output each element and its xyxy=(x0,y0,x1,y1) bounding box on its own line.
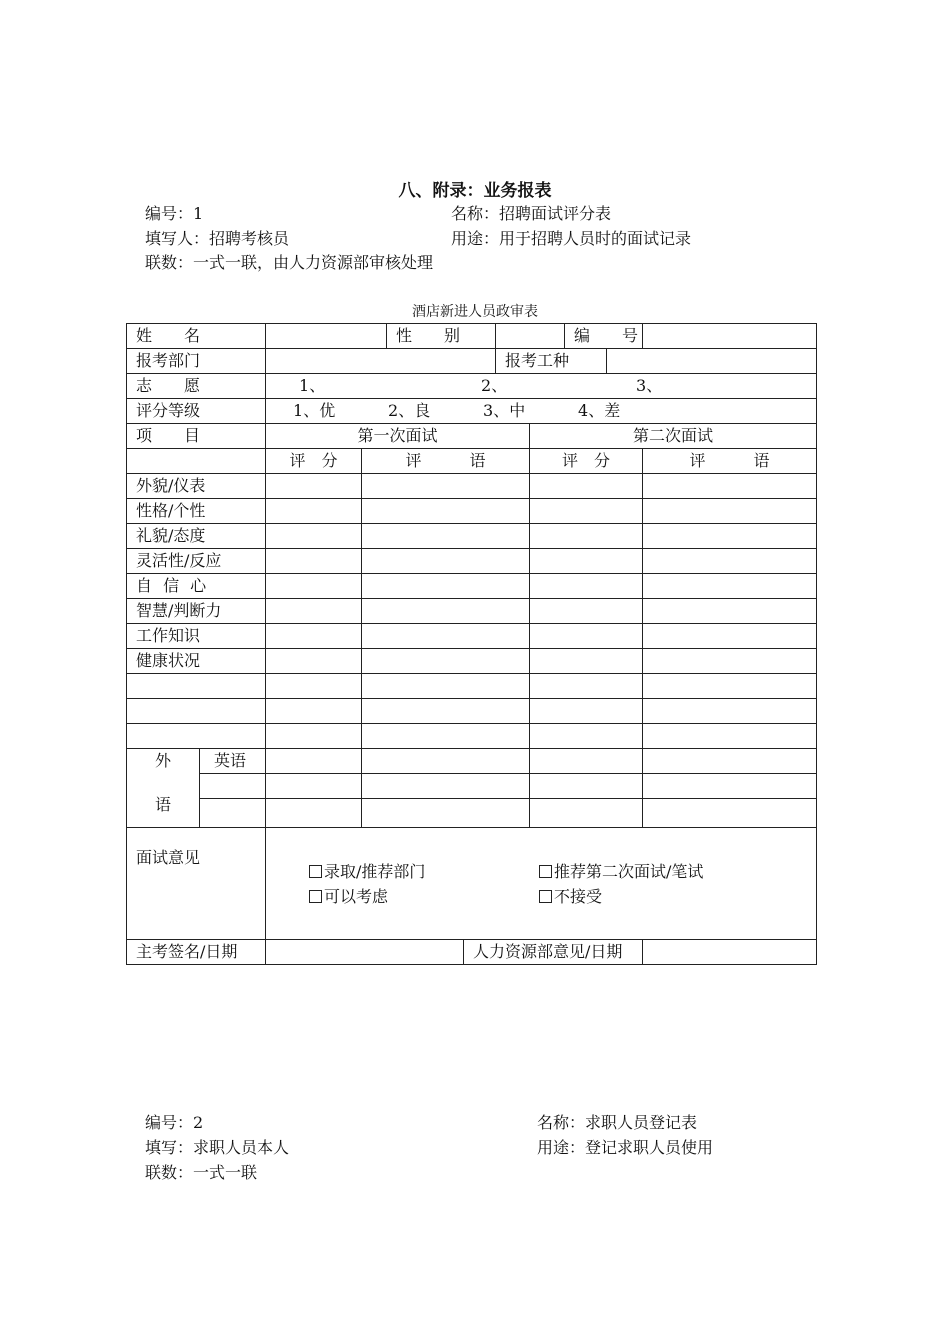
item-label: 自 信 心 xyxy=(127,574,266,599)
option-reject[interactable] xyxy=(539,887,602,906)
option-second-interview[interactable] xyxy=(539,862,703,881)
wish-1: 1、 xyxy=(299,376,326,395)
table-row xyxy=(127,549,817,574)
item-label: 工作知识 xyxy=(127,624,266,649)
option-second-interview-label: 推荐第二次面试/笔试 xyxy=(554,861,704,881)
score-cell[interactable] xyxy=(266,599,362,624)
form2-name: 名称：求职人员登记表 xyxy=(537,1113,698,1132)
comment-cell[interactable] xyxy=(643,749,817,774)
comment-cell[interactable] xyxy=(362,699,530,724)
comment-cell[interactable] xyxy=(643,724,817,749)
review-form-table xyxy=(126,323,817,965)
item-label: 健康状况 xyxy=(127,649,266,674)
examiner-signature-label: 主考签名/日期 xyxy=(127,940,266,965)
round2-header: 第二次面试 xyxy=(530,424,817,449)
comment-cell[interactable] xyxy=(362,674,530,699)
score-cell[interactable] xyxy=(266,499,362,524)
score-cell[interactable] xyxy=(530,649,643,674)
round2-comment-header: 评 语 xyxy=(643,449,817,474)
comment-cell[interactable] xyxy=(362,799,530,828)
comment-cell[interactable] xyxy=(362,649,530,674)
table-row xyxy=(127,774,817,799)
score-cell[interactable] xyxy=(266,474,362,499)
option-admit[interactable] xyxy=(309,859,539,884)
job-label: 报考工种 xyxy=(496,349,607,374)
foreign-language-label xyxy=(127,749,200,828)
option-reject-label: 不接受 xyxy=(554,886,603,906)
option-admit-label: 录取/推荐部门 xyxy=(324,861,426,881)
score-cell[interactable] xyxy=(266,649,362,674)
opinion-label-text: 面试意见 xyxy=(136,848,201,867)
id-field[interactable] xyxy=(643,324,817,349)
table-row xyxy=(127,724,817,749)
comment-cell[interactable] xyxy=(362,599,530,624)
score-cell[interactable] xyxy=(266,724,362,749)
score-cell[interactable] xyxy=(266,699,362,724)
table-row xyxy=(127,799,817,828)
comment-cell[interactable] xyxy=(362,474,530,499)
table-row xyxy=(127,474,817,499)
score-cell[interactable] xyxy=(266,524,362,549)
comment-cell[interactable] xyxy=(362,724,530,749)
table-row xyxy=(127,524,817,549)
form1-filler: 填写人：招聘考核员 xyxy=(145,229,290,248)
foreign-language-top: 外 xyxy=(154,751,171,770)
score-cell[interactable] xyxy=(530,674,643,699)
comment-cell[interactable] xyxy=(643,799,817,828)
form1-name: 名称：招聘面试评分表 xyxy=(451,204,612,223)
score-cell[interactable] xyxy=(530,699,643,724)
score-cell[interactable] xyxy=(530,574,643,599)
hr-opinion-field[interactable] xyxy=(643,940,817,965)
score-cell[interactable] xyxy=(530,474,643,499)
gender-field[interactable] xyxy=(496,324,565,349)
score-cell[interactable] xyxy=(530,724,643,749)
comment-cell[interactable] xyxy=(362,549,530,574)
item-label: 礼貌/态度 xyxy=(127,524,266,549)
score-cell[interactable] xyxy=(530,749,643,774)
item-label[interactable] xyxy=(127,674,266,699)
comment-cell[interactable] xyxy=(643,699,817,724)
comment-cell[interactable] xyxy=(362,524,530,549)
score-cell[interactable] xyxy=(530,599,643,624)
score-cell[interactable] xyxy=(266,774,362,799)
score-cell[interactable] xyxy=(266,674,362,699)
opinion-options xyxy=(266,828,817,940)
table-row xyxy=(127,649,817,674)
grade-1: 1、优 xyxy=(293,401,336,420)
table-row xyxy=(127,574,817,599)
item-label: 灵活性/反应 xyxy=(127,549,266,574)
language-name-cell[interactable] xyxy=(200,774,266,799)
comment-cell[interactable] xyxy=(362,499,530,524)
wish-3: 3、 xyxy=(636,376,663,395)
wish-2: 2、 xyxy=(481,376,508,395)
item-label: 性格/个性 xyxy=(127,499,266,524)
checkbox-icon[interactable] xyxy=(539,865,552,878)
form2-purpose: 用途：登记求职人员使用 xyxy=(537,1138,714,1157)
english-label: 英语 xyxy=(200,749,266,774)
foreign-language-bottom: 语 xyxy=(154,795,171,814)
checkbox-icon[interactable] xyxy=(309,890,322,903)
score-cell[interactable] xyxy=(266,749,362,774)
id-label: 编 号 xyxy=(565,324,643,349)
round2-score-header: 评 分 xyxy=(530,449,643,474)
table-row xyxy=(127,674,817,699)
form1-number: 编号：1 xyxy=(145,204,204,223)
table-caption: 酒店新进人员政审表 xyxy=(412,304,538,320)
table-row xyxy=(127,499,817,524)
comment-cell[interactable] xyxy=(643,474,817,499)
item-label[interactable] xyxy=(127,699,266,724)
comment-cell[interactable] xyxy=(362,624,530,649)
item-label: 智慧/判断力 xyxy=(127,599,266,624)
table-row xyxy=(127,599,817,624)
grade-3: 3、中 xyxy=(483,401,526,420)
grade-4: 4、差 xyxy=(578,401,621,420)
name-field[interactable] xyxy=(266,324,387,349)
item-label: 外貌/仪表 xyxy=(127,474,266,499)
score-cell[interactable] xyxy=(530,799,643,828)
form2-filler: 填写：求职人员本人 xyxy=(145,1138,290,1157)
comment-cell[interactable] xyxy=(643,599,817,624)
score-cell[interactable] xyxy=(530,549,643,574)
form2-copies: 联数：一式一联 xyxy=(145,1163,258,1182)
score-cell[interactable] xyxy=(266,624,362,649)
comment-cell[interactable] xyxy=(643,499,817,524)
comment-cell[interactable] xyxy=(362,749,530,774)
language-name-cell[interactable] xyxy=(200,799,266,828)
comment-cell[interactable] xyxy=(643,524,817,549)
comment-cell[interactable] xyxy=(643,774,817,799)
form2-number: 编号：2 xyxy=(145,1113,204,1132)
score-cell[interactable] xyxy=(530,624,643,649)
opinion-label xyxy=(127,828,266,940)
comment-cell[interactable] xyxy=(643,674,817,699)
item-subheader-empty xyxy=(127,449,266,474)
round1-comment-header: 评 语 xyxy=(362,449,530,474)
round1-score-header: 评 分 xyxy=(266,449,362,474)
score-cell[interactable] xyxy=(266,574,362,599)
table-row xyxy=(127,749,817,774)
wish-label: 志 愿 xyxy=(127,374,266,399)
score-cell[interactable] xyxy=(530,774,643,799)
gender-label: 性 别 xyxy=(387,324,496,349)
comment-cell[interactable] xyxy=(643,624,817,649)
comment-cell[interactable] xyxy=(643,574,817,599)
score-cell[interactable] xyxy=(266,549,362,574)
section-heading: 八、附录：业务报表 xyxy=(398,181,552,201)
table-row xyxy=(127,624,817,649)
form1-copies: 联数：一式一联，由人力资源部审核处理 xyxy=(145,253,434,272)
dept-label: 报考部门 xyxy=(127,349,266,374)
score-cell[interactable] xyxy=(530,524,643,549)
option-consider-label: 可以考虑 xyxy=(324,886,389,906)
item-label[interactable] xyxy=(127,724,266,749)
score-cell[interactable] xyxy=(530,499,643,524)
checkbox-icon[interactable] xyxy=(539,890,552,903)
hr-opinion-label: 人力资源部意见/日期 xyxy=(464,940,643,965)
form1-purpose: 用途：用于招聘人员时的面试记录 xyxy=(451,229,692,248)
grade-2: 2、良 xyxy=(388,401,431,420)
comment-cell[interactable] xyxy=(362,574,530,599)
round1-header: 第一次面试 xyxy=(266,424,530,449)
table-row xyxy=(127,699,817,724)
wish-field[interactable] xyxy=(266,374,817,399)
score-cell[interactable] xyxy=(266,799,362,828)
grade-field xyxy=(266,399,817,424)
job-field[interactable] xyxy=(607,349,817,374)
checkbox-icon[interactable] xyxy=(309,865,322,878)
comment-cell[interactable] xyxy=(643,649,817,674)
comment-cell[interactable] xyxy=(362,774,530,799)
grade-label: 评分等级 xyxy=(127,399,266,424)
comment-cell[interactable] xyxy=(643,549,817,574)
item-header: 项 目 xyxy=(127,424,266,449)
name-label: 姓 名 xyxy=(127,324,266,349)
examiner-signature-field[interactable] xyxy=(266,940,464,965)
dept-field[interactable] xyxy=(266,349,496,374)
option-consider[interactable] xyxy=(309,884,539,909)
